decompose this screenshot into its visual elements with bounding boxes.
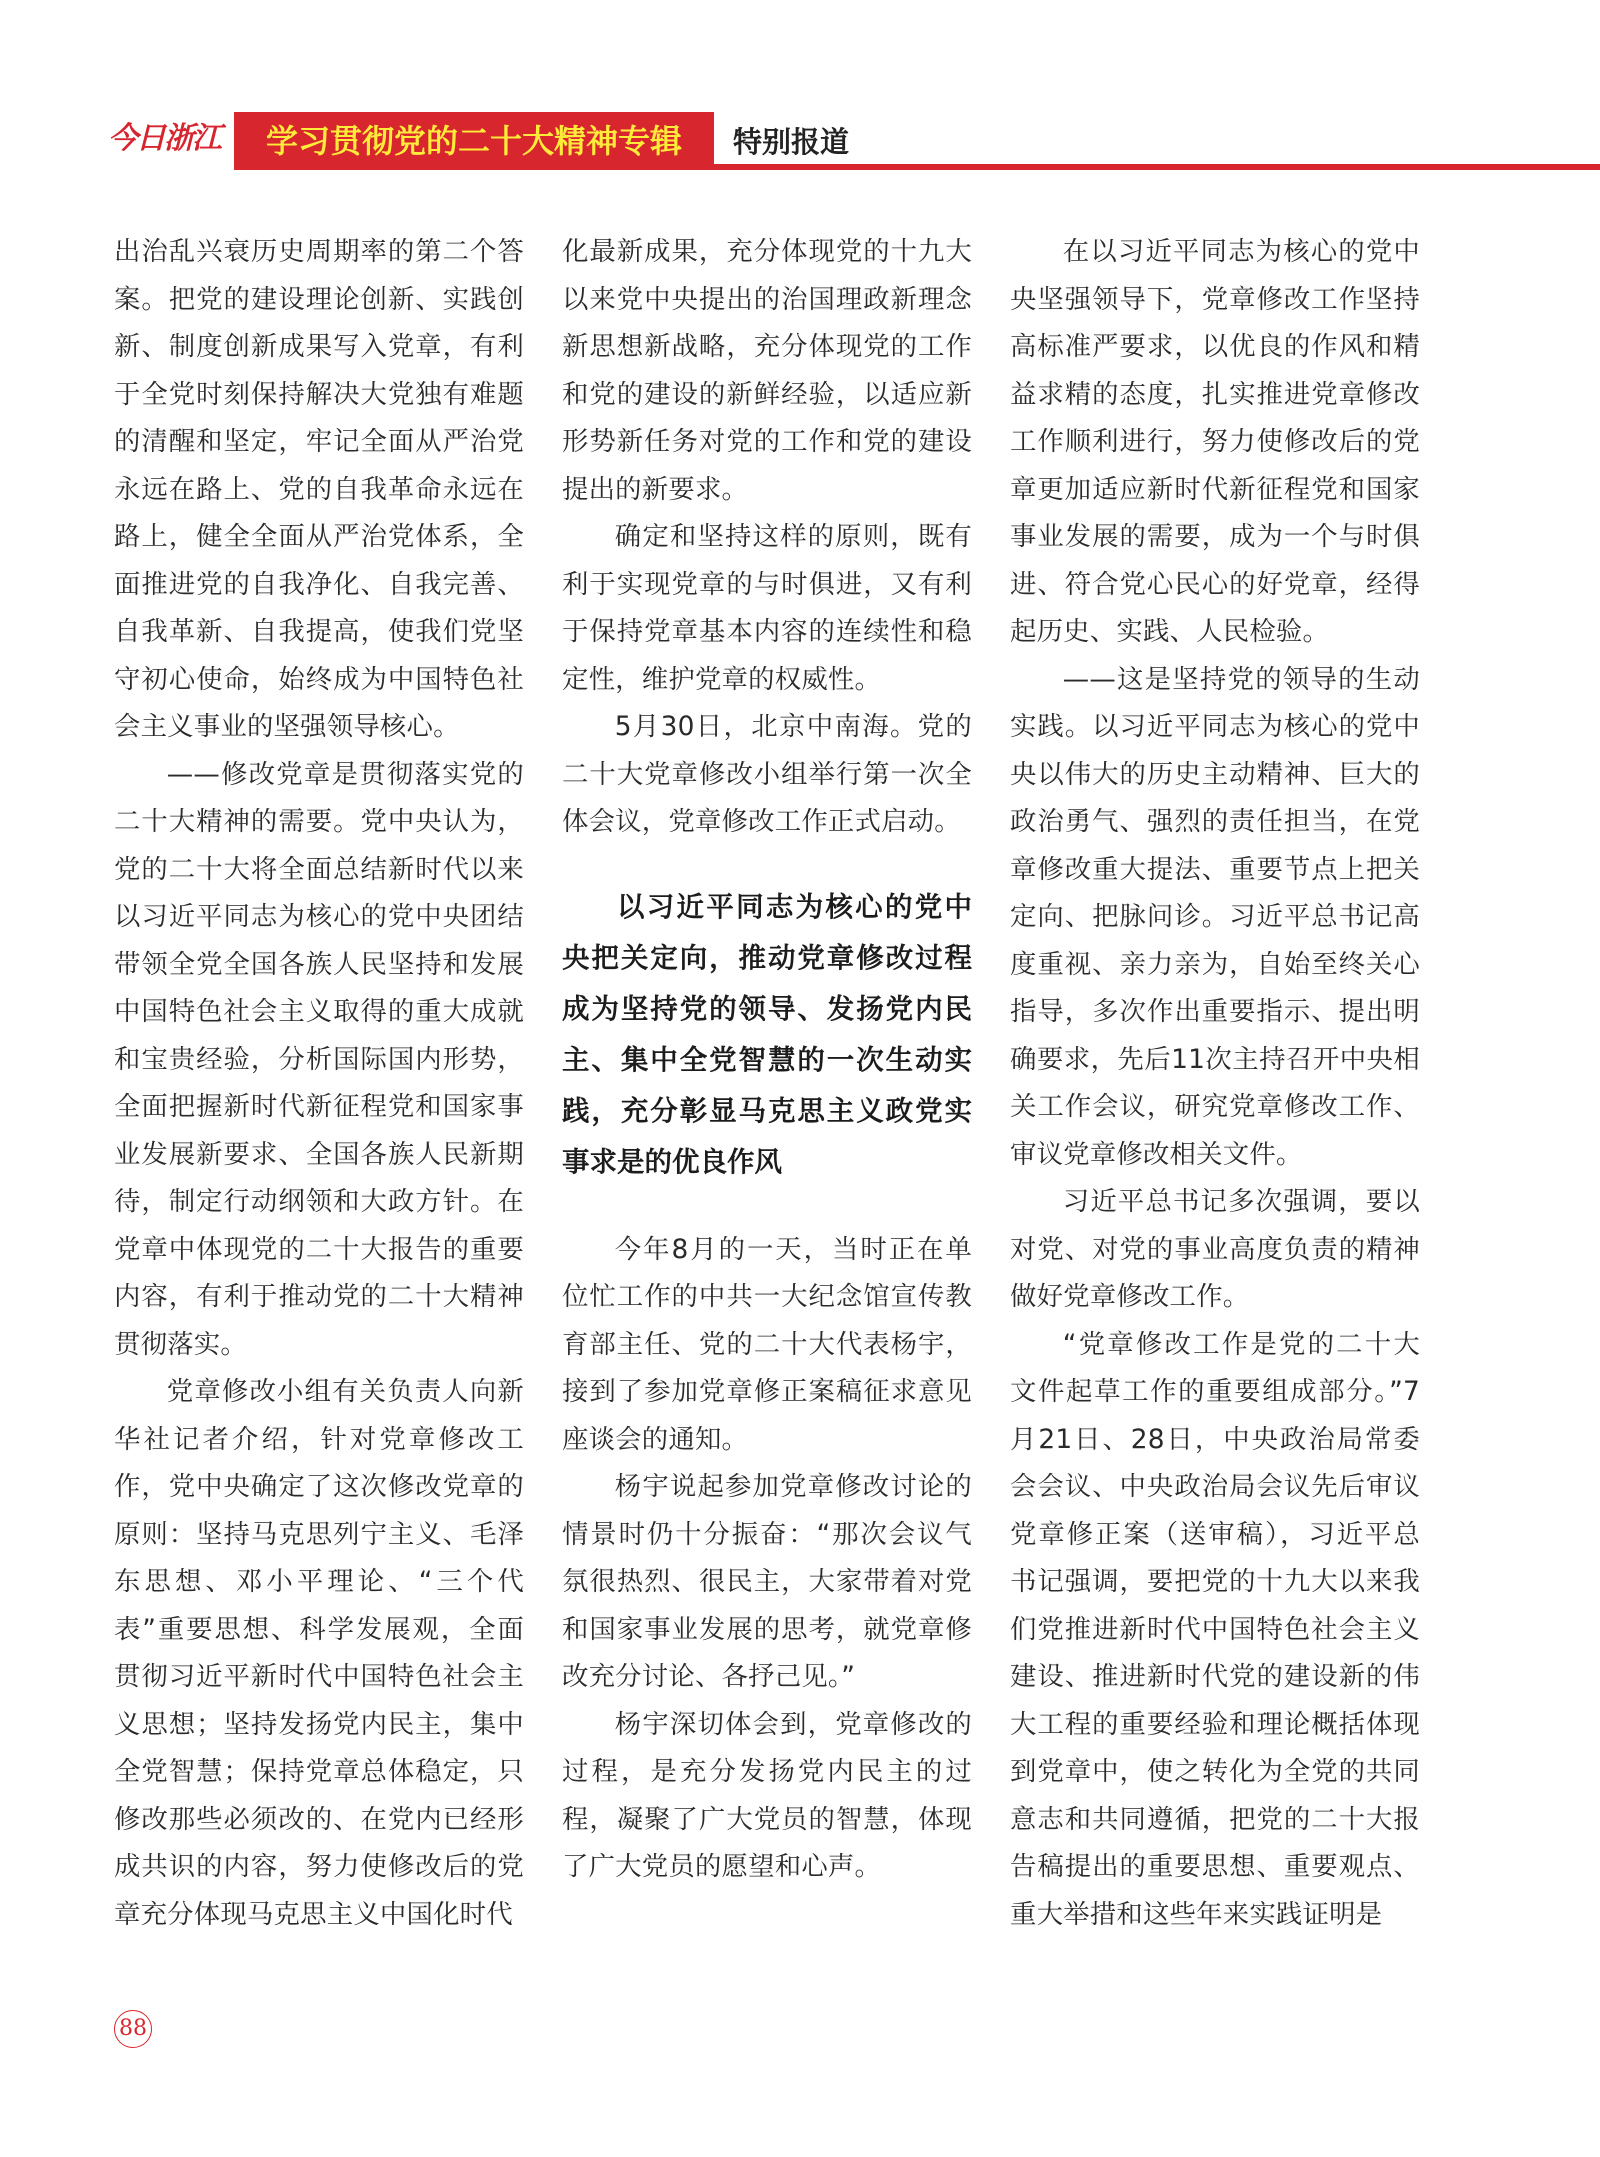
paragraph: 在以习近平同志为核心的党中央坚强领导下，党章修改工作坚持高标准严要求，以优良的作风和精益求精的态度，扎实推进党章修改工作顺利进行，努力使修改后的党章更加适应新时代新征程党和国家事业发展的需要，成为一个与时俱进、符合党心民心的好党章，经得起历史、实践、人民检验。	[1010, 236, 1420, 647]
paragraph: 化最新成果，充分体现党的十九大以来党中央提出的治国理政新理念新思想新战略，充分体现党的工作和党的建设的新鲜经验，以适应新形势新任务对党的工作和党的建设提出的新要求。	[562, 236, 972, 505]
column-1	[114, 228, 524, 1938]
paragraph: 出治乱兴衰历史周期率的第二个答案。把党的建设理论创新、实践创新、制度创新成果写入党章，有利于全党时刻保持解决大党独有难题的清醒和坚定，牢记全面从严治党永远在路上、党的自我革命永远在路上，健全全面从严治党体系，全面推进党的自我净化、自我完善、自我革新、自我提高，使我们党坚守初心使命，始终成为中国特色社会主义事业的坚强领导核心。	[114, 236, 524, 742]
special-issue-banner: 学习贯彻党的二十大精神专辑	[234, 112, 714, 170]
paragraph: 5月30日，北京中南海。党的二十大党章修改小组举行第一次全体会议，党章修改工作正式启动。	[562, 711, 972, 837]
paragraph: 杨宇说起参加党章修改讨论的情景时仍十分振奋：“那次会议气氛很热烈、很民主，大家带着对党和国家事业发展的思考，就党章修改充分讨论、各抒己见。”	[562, 1471, 972, 1692]
paragraph: 党章修改小组有关负责人向新华社记者介绍，针对党章修改工作，党中央确定了这次修改党章的原则：坚持马克思列宁主义、毛泽东思想、邓小平理论、“三个代表”重要思想、科学发展观，全面贯彻习近平新时代中国特色社会主义思想；坚持发扬党内民主，集中全党智慧；保持党章总体稳定，只修改那些必须改的、在党内已经形成共识的内容，努力使修改后的党章充分体现马克思主义中国化时代	[114, 1376, 524, 1930]
paragraph: 今年8月的一天，当时正在单位忙工作的中共一大纪念馆宣传教育部主任、党的二十大代表杨宇，接到了参加党章修正案稿征求意见座谈会的通知。	[562, 1233, 972, 1455]
section-label: 特别报道	[714, 112, 849, 170]
header-rule	[714, 164, 1600, 170]
paragraph: “党章修改工作是党的二十大文件起草工作的重要组成部分。”7月21日、28日，中央政治局常委会会议、中央政治局会议先后审议党章修正案（送审稿），习近平总书记强调，要把党的十九大以来我们党推进新时代中国特色社会主义建设、推进新时代党的建设新的伟大工程的重要经验和理论概括体现到党章中，使之转化为全党的共同意志和共同遵循，把党的二十大报告稿提出的重要思想、重要观点、重大举措和这些年来实践证明是	[1010, 1328, 1420, 1930]
pull-quote: 以习近平同志为核心的党中央把关定向，推动党章修改过程成为坚持党的领导、发扬党内民主、集中全党智慧的一次生动实践，充分彰显马克思主义政党实事求是的优良作风	[562, 890, 972, 1178]
page-number: 88	[114, 2010, 152, 2048]
paragraph: 杨宇深切体会到，党章修改的过程，是充分发扬党内民主的过程，凝聚了广大党员的智慧，体现了广大党员的愿望和心声。	[562, 1708, 972, 1882]
paragraph: 确定和坚持这样的原则，既有利于实现党章的与时俱进，又有利于保持党章基本内容的连续性和稳定性，维护党章的权威性。	[562, 521, 972, 695]
brand-logo: 今日浙江	[108, 121, 220, 156]
paragraph: 习近平总书记多次强调，要以对党、对党的事业高度负责的精神做好党章修改工作。	[1010, 1186, 1420, 1312]
column-2	[562, 228, 972, 1891]
paragraph: ——这是坚持党的领导的生动实践。以习近平同志为核心的党中央以伟大的历史主动精神、巨大的政治勇气、强烈的责任担当，在党章修改重大提法、重要节点上把关定向、把脉问诊。习近平总书记高度重视、亲力亲为，自始至终关心指导，多次作出重要指示、提出明确要求，先后11次主持召开中央相关工作会议，研究党章修改工作、审议党章修改相关文件。	[1010, 663, 1420, 1170]
paragraph: ——修改党章是贯彻落实党的二十大精神的需要。党中央认为，党的二十大将全面总结新时代以来以习近平同志为核心的党中央团结带领全党全国各族人民坚持和发展中国特色社会主义取得的重大成就和宝贵经验，分析国际国内形势，全面把握新时代新征程党和国家事业发展新要求、全国各族人民新期待，制定行动纲领和大政方针。在党章中体现党的二十大报告的重要内容，有利于推动党的二十大精神贯彻落实。	[114, 758, 524, 1360]
column-3	[1010, 228, 1420, 1938]
page-header	[108, 112, 1600, 170]
